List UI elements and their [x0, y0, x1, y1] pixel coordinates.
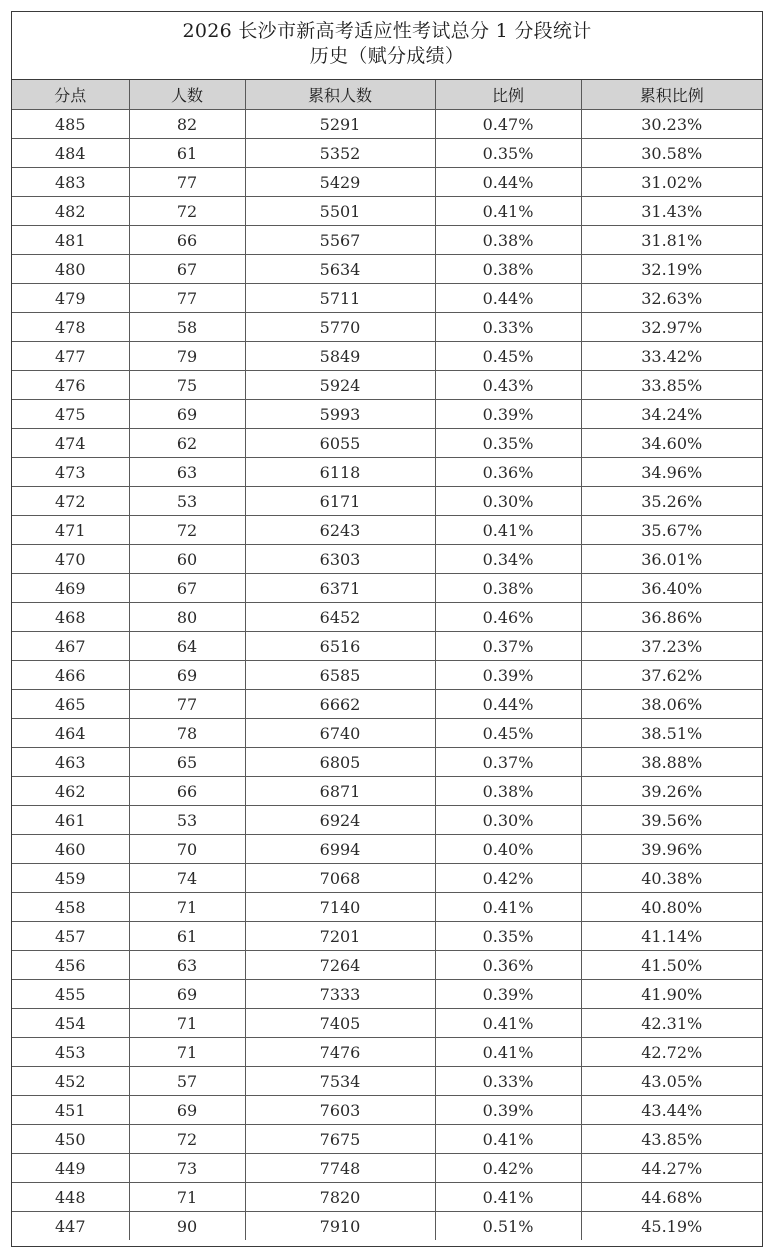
ratio-cell: 0.30%	[435, 806, 581, 835]
ratio-cell: 0.44%	[435, 284, 581, 313]
table-row	[12, 632, 762, 661]
table-row	[12, 255, 762, 284]
score-cell: 480	[12, 255, 129, 284]
table-row	[12, 139, 762, 168]
cumulative-count-cell: 6371	[245, 574, 435, 603]
count-cell: 65	[129, 748, 245, 777]
table-row	[12, 1009, 762, 1038]
table-row	[12, 313, 762, 342]
score-cell: 481	[12, 226, 129, 255]
cumulative-ratio-cell: 34.60%	[581, 429, 762, 458]
cumulative-ratio-cell: 39.96%	[581, 835, 762, 864]
ratio-cell: 0.34%	[435, 545, 581, 574]
ratio-cell: 0.47%	[435, 110, 581, 139]
count-cell: 53	[129, 487, 245, 516]
table-row	[12, 603, 762, 632]
count-cell: 53	[129, 806, 245, 835]
count-cell: 69	[129, 400, 245, 429]
count-cell: 69	[129, 980, 245, 1009]
cumulative-count-cell: 5770	[245, 313, 435, 342]
cumulative-ratio-cell: 32.63%	[581, 284, 762, 313]
cumulative-ratio-cell: 36.01%	[581, 545, 762, 574]
table-row	[12, 1038, 762, 1067]
table-row	[12, 951, 762, 980]
count-cell: 60	[129, 545, 245, 574]
cumulative-ratio-cell: 34.24%	[581, 400, 762, 429]
cumulative-count-cell: 6662	[245, 690, 435, 719]
count-cell: 82	[129, 110, 245, 139]
cumulative-ratio-cell: 33.42%	[581, 342, 762, 371]
ratio-cell: 0.38%	[435, 226, 581, 255]
table-row	[12, 400, 762, 429]
cumulative-ratio-cell: 43.05%	[581, 1067, 762, 1096]
cumulative-count-cell: 7748	[245, 1154, 435, 1183]
ratio-cell: 0.41%	[435, 893, 581, 922]
score-cell: 482	[12, 197, 129, 226]
table-row	[12, 284, 762, 313]
table-row	[12, 690, 762, 719]
ratio-cell: 0.37%	[435, 748, 581, 777]
header-cumulative-ratio: 累积比例	[581, 80, 762, 110]
table-row	[12, 864, 762, 893]
cumulative-ratio-cell: 38.51%	[581, 719, 762, 748]
score-cell: 469	[12, 574, 129, 603]
count-cell: 77	[129, 168, 245, 197]
header-score: 分点	[12, 80, 129, 110]
score-cell: 476	[12, 371, 129, 400]
cumulative-ratio-cell: 42.31%	[581, 1009, 762, 1038]
score-cell: 449	[12, 1154, 129, 1183]
cumulative-count-cell: 7140	[245, 893, 435, 922]
ratio-cell: 0.41%	[435, 1009, 581, 1038]
ratio-cell: 0.41%	[435, 516, 581, 545]
cumulative-count-cell: 5849	[245, 342, 435, 371]
count-cell: 71	[129, 1038, 245, 1067]
cumulative-count-cell: 5567	[245, 226, 435, 255]
cumulative-count-cell: 7910	[245, 1212, 435, 1241]
count-cell: 66	[129, 777, 245, 806]
cumulative-ratio-cell: 31.81%	[581, 226, 762, 255]
score-cell: 450	[12, 1125, 129, 1154]
ratio-cell: 0.37%	[435, 632, 581, 661]
score-cell: 463	[12, 748, 129, 777]
count-cell: 70	[129, 835, 245, 864]
score-table	[12, 80, 762, 1240]
count-cell: 62	[129, 429, 245, 458]
cumulative-count-cell: 7068	[245, 864, 435, 893]
score-cell: 456	[12, 951, 129, 980]
ratio-cell: 0.42%	[435, 1154, 581, 1183]
cumulative-count-cell: 5711	[245, 284, 435, 313]
ratio-cell: 0.41%	[435, 1038, 581, 1067]
table-row	[12, 487, 762, 516]
score-cell: 471	[12, 516, 129, 545]
score-cell: 461	[12, 806, 129, 835]
cumulative-count-cell: 5993	[245, 400, 435, 429]
cumulative-count-cell: 7333	[245, 980, 435, 1009]
count-cell: 71	[129, 893, 245, 922]
header-cumulative-count: 累积人数	[245, 80, 435, 110]
cumulative-ratio-cell: 41.14%	[581, 922, 762, 951]
cumulative-count-cell: 6303	[245, 545, 435, 574]
score-cell: 455	[12, 980, 129, 1009]
count-cell: 61	[129, 922, 245, 951]
score-cell: 479	[12, 284, 129, 313]
cumulative-ratio-cell: 32.97%	[581, 313, 762, 342]
table-row	[12, 545, 762, 574]
count-cell: 77	[129, 284, 245, 313]
score-cell: 448	[12, 1183, 129, 1212]
table-row	[12, 922, 762, 951]
header-count: 人数	[129, 80, 245, 110]
count-cell: 74	[129, 864, 245, 893]
table-row	[12, 980, 762, 1009]
score-cell: 465	[12, 690, 129, 719]
ratio-cell: 0.35%	[435, 429, 581, 458]
cumulative-count-cell: 6516	[245, 632, 435, 661]
score-cell: 478	[12, 313, 129, 342]
ratio-cell: 0.33%	[435, 1067, 581, 1096]
ratio-cell: 0.35%	[435, 139, 581, 168]
count-cell: 71	[129, 1183, 245, 1212]
ratio-cell: 0.36%	[435, 458, 581, 487]
cumulative-ratio-cell: 41.90%	[581, 980, 762, 1009]
score-cell: 466	[12, 661, 129, 690]
cumulative-ratio-cell: 40.38%	[581, 864, 762, 893]
cumulative-ratio-cell: 30.58%	[581, 139, 762, 168]
count-cell: 90	[129, 1212, 245, 1241]
cumulative-ratio-cell: 35.26%	[581, 487, 762, 516]
cumulative-count-cell: 5924	[245, 371, 435, 400]
cumulative-count-cell: 6805	[245, 748, 435, 777]
ratio-cell: 0.41%	[435, 1125, 581, 1154]
ratio-cell: 0.38%	[435, 255, 581, 284]
count-cell: 58	[129, 313, 245, 342]
table-row	[12, 661, 762, 690]
score-cell: 452	[12, 1067, 129, 1096]
cumulative-ratio-cell: 31.02%	[581, 168, 762, 197]
count-cell: 69	[129, 661, 245, 690]
cumulative-count-cell: 5352	[245, 139, 435, 168]
count-cell: 61	[129, 139, 245, 168]
cumulative-count-cell: 5501	[245, 197, 435, 226]
ratio-cell: 0.40%	[435, 835, 581, 864]
ratio-cell: 0.38%	[435, 777, 581, 806]
table-row	[12, 806, 762, 835]
score-cell: 483	[12, 168, 129, 197]
ratio-cell: 0.38%	[435, 574, 581, 603]
score-cell: 453	[12, 1038, 129, 1067]
ratio-cell: 0.39%	[435, 661, 581, 690]
count-cell: 57	[129, 1067, 245, 1096]
score-cell: 451	[12, 1096, 129, 1125]
score-cell: 485	[12, 110, 129, 139]
table-row	[12, 1154, 762, 1183]
cumulative-ratio-cell: 43.85%	[581, 1125, 762, 1154]
score-cell: 447	[12, 1212, 129, 1241]
score-cell: 477	[12, 342, 129, 371]
cumulative-ratio-cell: 34.96%	[581, 458, 762, 487]
ratio-cell: 0.41%	[435, 197, 581, 226]
count-cell: 67	[129, 574, 245, 603]
document-subtitle: 历史（赋分成绩）	[309, 45, 465, 67]
count-cell: 63	[129, 458, 245, 487]
table-row	[12, 429, 762, 458]
score-cell: 458	[12, 893, 129, 922]
table-row	[12, 1212, 762, 1241]
score-cell: 468	[12, 603, 129, 632]
table-row	[12, 748, 762, 777]
ratio-cell: 0.39%	[435, 400, 581, 429]
cumulative-count-cell: 6055	[245, 429, 435, 458]
cumulative-count-cell: 7264	[245, 951, 435, 980]
ratio-cell: 0.45%	[435, 719, 581, 748]
score-cell: 472	[12, 487, 129, 516]
table-row	[12, 371, 762, 400]
score-cell: 474	[12, 429, 129, 458]
cumulative-ratio-cell: 31.43%	[581, 197, 762, 226]
score-cell: 484	[12, 139, 129, 168]
cumulative-count-cell: 6871	[245, 777, 435, 806]
table-row	[12, 574, 762, 603]
ratio-cell: 0.46%	[435, 603, 581, 632]
count-cell: 67	[129, 255, 245, 284]
ratio-cell: 0.33%	[435, 313, 581, 342]
score-cell: 454	[12, 1009, 129, 1038]
cumulative-ratio-cell: 45.19%	[581, 1212, 762, 1241]
count-cell: 75	[129, 371, 245, 400]
cumulative-count-cell: 5429	[245, 168, 435, 197]
header-ratio: 比例	[435, 80, 581, 110]
cumulative-count-cell: 7820	[245, 1183, 435, 1212]
cumulative-ratio-cell: 42.72%	[581, 1038, 762, 1067]
count-cell: 73	[129, 1154, 245, 1183]
ratio-cell: 0.39%	[435, 1096, 581, 1125]
title-block	[12, 12, 762, 80]
cumulative-ratio-cell: 37.62%	[581, 661, 762, 690]
cumulative-count-cell: 7476	[245, 1038, 435, 1067]
table-row	[12, 1183, 762, 1212]
table-row	[12, 1125, 762, 1154]
cumulative-ratio-cell: 41.50%	[581, 951, 762, 980]
count-cell: 63	[129, 951, 245, 980]
table-row	[12, 719, 762, 748]
ratio-cell: 0.35%	[435, 922, 581, 951]
ratio-cell: 0.51%	[435, 1212, 581, 1241]
count-cell: 72	[129, 1125, 245, 1154]
cumulative-count-cell: 6994	[245, 835, 435, 864]
ratio-cell: 0.41%	[435, 1183, 581, 1212]
cumulative-ratio-cell: 39.26%	[581, 777, 762, 806]
cumulative-count-cell: 6118	[245, 458, 435, 487]
cumulative-ratio-cell: 43.44%	[581, 1096, 762, 1125]
table-row	[12, 197, 762, 226]
cumulative-ratio-cell: 33.85%	[581, 371, 762, 400]
count-cell: 80	[129, 603, 245, 632]
count-cell: 71	[129, 1009, 245, 1038]
cumulative-count-cell: 7675	[245, 1125, 435, 1154]
table-row	[12, 893, 762, 922]
score-cell: 459	[12, 864, 129, 893]
cumulative-ratio-cell: 38.06%	[581, 690, 762, 719]
ratio-cell: 0.39%	[435, 980, 581, 1009]
cumulative-ratio-cell: 37.23%	[581, 632, 762, 661]
ratio-cell: 0.42%	[435, 864, 581, 893]
ratio-cell: 0.44%	[435, 690, 581, 719]
cumulative-count-cell: 7603	[245, 1096, 435, 1125]
score-cell: 464	[12, 719, 129, 748]
cumulative-count-cell: 7534	[245, 1067, 435, 1096]
count-cell: 69	[129, 1096, 245, 1125]
cumulative-ratio-cell: 30.23%	[581, 110, 762, 139]
cumulative-ratio-cell: 32.19%	[581, 255, 762, 284]
score-cell: 475	[12, 400, 129, 429]
ratio-cell: 0.36%	[435, 951, 581, 980]
cumulative-count-cell: 5634	[245, 255, 435, 284]
score-cell: 470	[12, 545, 129, 574]
table-row	[12, 1096, 762, 1125]
count-cell: 72	[129, 197, 245, 226]
ratio-cell: 0.43%	[435, 371, 581, 400]
table-row	[12, 110, 762, 139]
count-cell: 64	[129, 632, 245, 661]
cumulative-count-cell: 7201	[245, 922, 435, 951]
table-row	[12, 1067, 762, 1096]
cumulative-ratio-cell: 40.80%	[581, 893, 762, 922]
cumulative-ratio-cell: 38.88%	[581, 748, 762, 777]
score-cell: 473	[12, 458, 129, 487]
score-cell: 457	[12, 922, 129, 951]
table-row	[12, 516, 762, 545]
table-row	[12, 226, 762, 255]
cumulative-ratio-cell: 35.67%	[581, 516, 762, 545]
document-title: 2026 长沙市新高考适应性考试总分 1 分段统计	[182, 20, 592, 42]
score-cell: 467	[12, 632, 129, 661]
cumulative-count-cell: 6171	[245, 487, 435, 516]
count-cell: 78	[129, 719, 245, 748]
cumulative-count-cell: 6924	[245, 806, 435, 835]
ratio-cell: 0.30%	[435, 487, 581, 516]
cumulative-count-cell: 6585	[245, 661, 435, 690]
score-distribution-sheet	[11, 11, 763, 1247]
table-row	[12, 835, 762, 864]
cumulative-ratio-cell: 36.40%	[581, 574, 762, 603]
table-body	[12, 110, 762, 1241]
table-header	[12, 80, 762, 110]
count-cell: 72	[129, 516, 245, 545]
table-row	[12, 168, 762, 197]
ratio-cell: 0.44%	[435, 168, 581, 197]
count-cell: 66	[129, 226, 245, 255]
score-cell: 460	[12, 835, 129, 864]
score-cell: 462	[12, 777, 129, 806]
table-row	[12, 777, 762, 806]
cumulative-ratio-cell: 39.56%	[581, 806, 762, 835]
header-row	[12, 80, 762, 110]
cumulative-count-cell: 6452	[245, 603, 435, 632]
table-row	[12, 342, 762, 371]
count-cell: 79	[129, 342, 245, 371]
ratio-cell: 0.45%	[435, 342, 581, 371]
cumulative-count-cell: 5291	[245, 110, 435, 139]
count-cell: 77	[129, 690, 245, 719]
cumulative-ratio-cell: 44.27%	[581, 1154, 762, 1183]
cumulative-count-cell: 6740	[245, 719, 435, 748]
table-row	[12, 458, 762, 487]
cumulative-ratio-cell: 36.86%	[581, 603, 762, 632]
cumulative-count-cell: 6243	[245, 516, 435, 545]
cumulative-ratio-cell: 44.68%	[581, 1183, 762, 1212]
cumulative-count-cell: 7405	[245, 1009, 435, 1038]
